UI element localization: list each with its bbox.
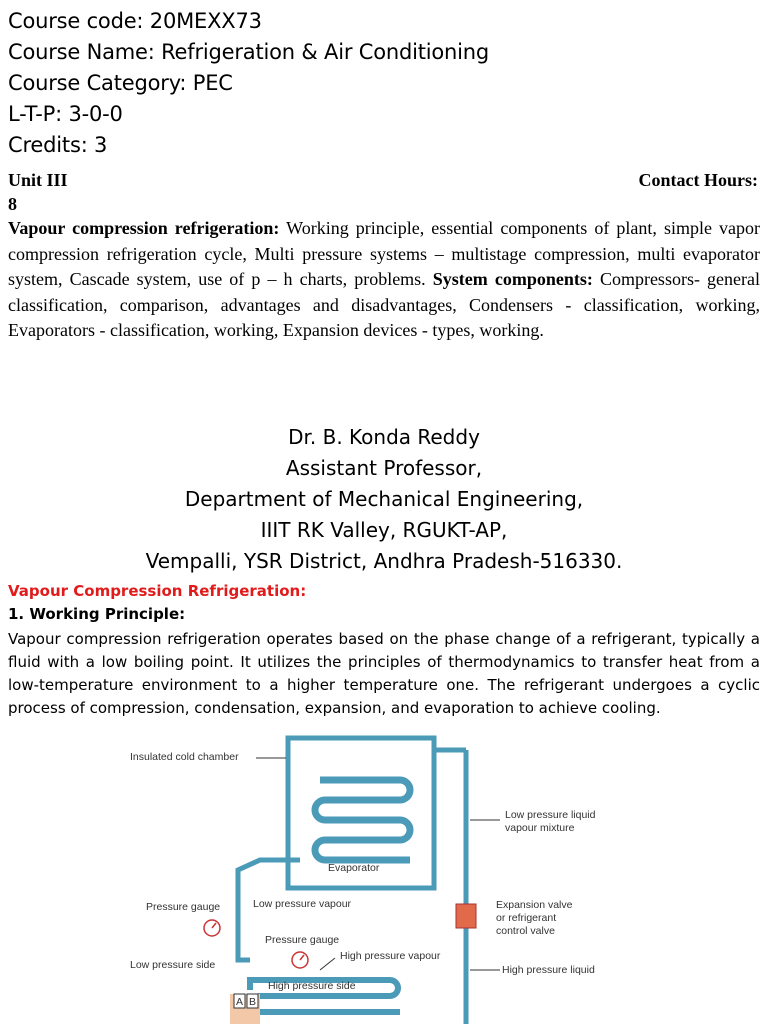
course-credits: Credits: 3 xyxy=(8,133,108,157)
hp-vapour-label: High pressure vapour xyxy=(340,950,441,962)
unit-syllabus xyxy=(8,216,760,344)
contact-hours-value: 8 xyxy=(8,194,17,214)
evaporator-coil xyxy=(315,780,410,860)
lp-vapour-label: Low pressure vapour xyxy=(253,898,352,910)
unit-header xyxy=(8,170,758,191)
vcr-heading: Vapour compression refrigeration: xyxy=(8,218,280,238)
vcr-text: Working principle, essential components of plant, simple vapor compression refrigeration cycle, Multi pressure systems – multistage compression, multi evaporator system, Cascade system, use of p – h charts, problems. xyxy=(8,218,760,289)
pressure-gauge-left-label: Pressure gauge xyxy=(146,901,221,913)
expansion-valve-label-2: or refrigerant xyxy=(496,912,557,924)
working-principle-paragraph: Vapour compression refrigeration operates based on the phase change of a refrigerant, typically a fluid with a low boiling point. It utilizes the principles of thermodynamics to transfer heat from a low-temperature environment to a higher temperature one. The refrigerant undergoes a cyclic process of compression, condensation, expansion, and evaporation to achieve cooling. xyxy=(8,630,760,717)
section-title: Vapour Compression Refrigeration: xyxy=(8,582,307,600)
high-pressure-side-label: High pressure side xyxy=(268,980,356,992)
author-department: Department of Mechanical Engineering, xyxy=(184,487,584,511)
insulated-chamber-label: Insulated cold chamber xyxy=(130,751,239,763)
course-code: Course code: 20MEXX73 xyxy=(8,9,262,33)
lp-liquid-label-1: Low pressure liquid xyxy=(505,809,596,821)
valve-b-label: B xyxy=(249,996,257,1008)
pressure-gauge-mid-label: Pressure gauge xyxy=(265,934,340,946)
system-components-heading: System components: xyxy=(432,269,593,289)
author-address: Vempalli, YSR District, Andhra Pradesh-516330. xyxy=(145,549,623,573)
hp-liquid-label: High pressure liquid xyxy=(502,964,595,976)
contact-hours-label: Contact Hours: xyxy=(638,170,758,190)
course-name: Course Name: Refrigeration & Air Conditioning xyxy=(8,40,490,64)
author-name: Dr. B. Konda Reddy xyxy=(288,425,480,449)
lp-liquid-label-2: vapour mixture xyxy=(505,822,575,834)
expansion-valve-label-3: control valve xyxy=(496,925,555,937)
author-institute: IIIT RK Valley, RGUKT-AP, xyxy=(260,518,508,542)
author-designation: Assistant Professor, xyxy=(285,456,483,480)
unit-title: Unit III xyxy=(8,170,68,190)
evaporator-label: Evaporator xyxy=(328,862,380,874)
expansion-valve-label-1: Expansion valve xyxy=(496,899,573,911)
course-ltp: L-T-P: 3-0-0 xyxy=(8,102,123,126)
refrigeration-system-diagram xyxy=(110,730,630,1024)
section-subtitle: 1. Working Principle: xyxy=(8,605,186,623)
course-category: Course Category: PEC xyxy=(8,71,233,95)
valve-a-label: A xyxy=(236,996,244,1008)
low-pressure-side-label: Low pressure side xyxy=(130,959,216,971)
expansion-valve xyxy=(456,904,476,928)
system-components-text: Compressors- general classification, comparison, advantages and disadvantages, Condensers - classification, working, Evaporators - classification, working, Expansion devices - types, working. xyxy=(8,269,760,340)
